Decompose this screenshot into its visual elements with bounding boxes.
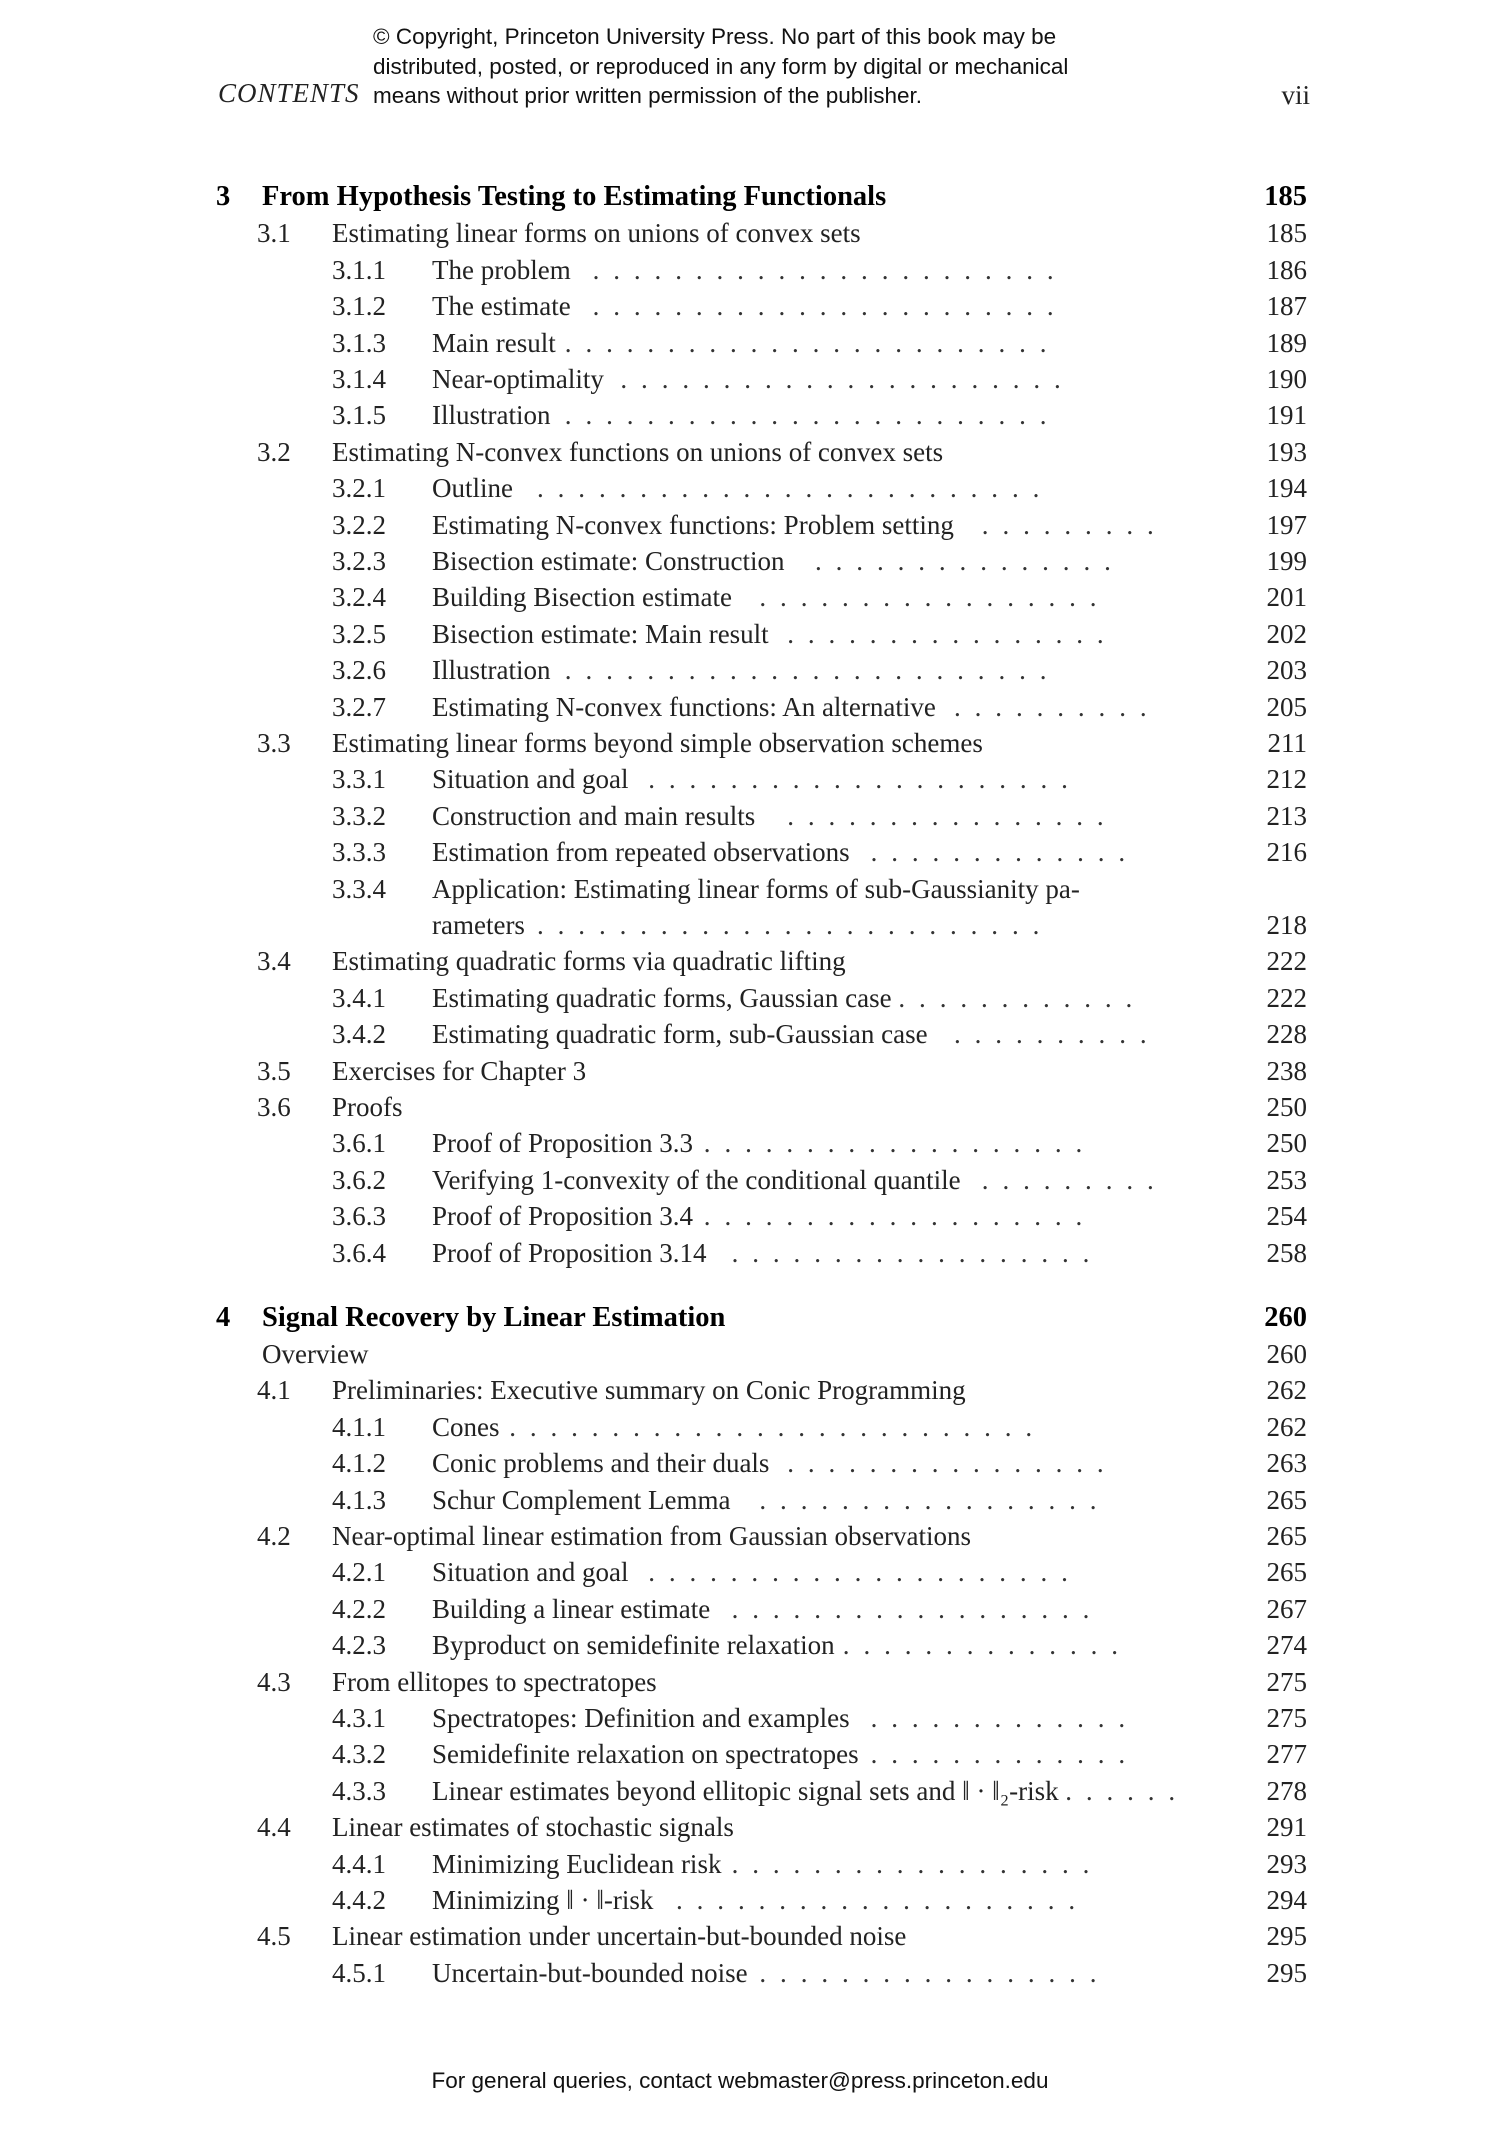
toc-entry-number: 3.1 [257,218,291,248]
dot-leader: ............... [815,546,1125,576]
toc-entry-number: 3.3.2 [332,801,386,831]
dot-leader: ............. [870,1739,1140,1769]
toc-entry-number: 3.4.2 [332,1019,386,1049]
toc-entry-number: 3.2 [257,437,291,467]
toc-entry-number: 4.1.2 [332,1448,386,1478]
toc-entry-title: Cones [432,1412,500,1442]
toc-entry-title: Situation and goal [432,764,629,794]
toc-entry-title: Byproduct on semidefinite relaxation [432,1630,835,1660]
toc-entry-subsection[interactable] [0,980,1500,1016]
toc-entry-subsection[interactable] [0,1627,1500,1663]
toc-entry-subsection[interactable] [0,1016,1500,1052]
toc-entry-title: The problem [432,255,571,285]
toc-entry-title: Near-optimality [432,364,604,394]
toc-entry-number: 4.4.2 [332,1885,386,1915]
dot-leader: ...................... [620,364,1075,394]
toc-entry-page: 258 [1266,1238,1307,1268]
toc-entry-subsection[interactable] [0,834,1500,870]
toc-entry-title: Building Bisection estimate [432,582,732,612]
toc-entry-page: 293 [1266,1849,1307,1879]
toc-entry-page: 267 [1266,1594,1307,1624]
footer-text: For general queries, contact webmaster@press.princeton.edu [431,2068,1049,2093]
toc-entry-title: Estimating N-convex functions on unions of convex sets [332,437,944,467]
toc-entry-title: Application: Estimating linear forms of sub-Gaussianity pa- [432,874,1080,904]
toc-entry-cont[interactable] [0,907,1500,943]
dot-leader: ........................ [564,328,1061,358]
dot-leader: ................... [703,1128,1097,1158]
dot-leader: ................ [787,801,1118,831]
toc-entry-number: 3.3.4 [332,874,386,904]
toc-entry-number: 4.1 [257,1375,291,1405]
toc-entry-title: Schur Complement Lemma [432,1485,731,1515]
copyright-notice [373,22,1193,111]
dot-leader: ............. [870,1703,1140,1733]
toc-entry-title: Signal Recovery by Linear Estimation [262,1302,726,1333]
toc-entry-subsection[interactable] [0,1955,1500,1991]
toc-entry-title: The estimate [432,291,571,321]
toc-entry-title: Estimating N-convex functions: Problem setting [432,510,954,540]
dot-leader: ....................... [592,291,1068,321]
toc-entry-page: 277 [1266,1739,1307,1769]
toc-entry-subsection[interactable] [0,1482,1500,1518]
dot-leader: ................. [759,1958,1111,1988]
toc-entry-title: Estimating quadratic forms via quadratic lifting [332,946,846,976]
toc-entry-page: 262 [1266,1375,1307,1405]
toc-entry-subsection[interactable] [0,1125,1500,1161]
toc-entry-number: 3 [216,181,231,212]
toc-entry-page: 187 [1266,291,1307,321]
toc-entry-title: Exercises for Chapter 3 [332,1056,587,1086]
toc-entry-page: 218 [1266,910,1307,940]
toc-entry-number: 3.6.4 [332,1238,386,1268]
dot-leader: ................ [787,619,1118,649]
toc-entry-title: Estimating quadratic form, sub-Gaussian case [432,1019,928,1049]
toc-entry-number: 3.3.1 [332,764,386,794]
toc-entry-section[interactable] [0,725,1500,761]
toc-entry-subsection[interactable] [0,325,1500,361]
toc-entry-title: Proof of Proposition 3.4 [432,1201,694,1231]
toc-entry-subsection[interactable] [0,1235,1500,1271]
toc-entry-page: 190 [1266,364,1307,394]
toc-entry-number: 4.2.2 [332,1594,386,1624]
toc-entry-subsection[interactable] [0,1882,1500,1918]
toc-entry-subsection[interactable] [0,1162,1500,1198]
toc-entry-page: 186 [1266,255,1307,285]
dot-leader: ................. [759,1485,1111,1515]
toc-entry-title: Preliminaries: Executive summary on Conic Programming [332,1375,966,1405]
toc-entry-subsection[interactable] [0,288,1500,324]
toc-entry-page: 194 [1266,473,1307,503]
toc-entry-number: 3.2.3 [332,546,386,576]
dot-leader: .................. [731,1594,1104,1624]
toc-entry-page: 212 [1266,764,1307,794]
toc-entry-title: Estimating linear forms beyond simple observation schemes [332,728,983,758]
toc-entry-number: 4.2 [257,1521,291,1551]
toc-entry-page: 199 [1266,546,1307,576]
toc-entry-page: 189 [1266,328,1307,358]
toc-entry-chapter[interactable] [0,179,1500,215]
toc-entry-number: 4.5.1 [332,1958,386,1988]
toc-entry-subsection[interactable] [0,397,1500,433]
toc-entry-subsection[interactable] [0,507,1500,543]
toc-entry-subsection[interactable] [0,1736,1500,1772]
running-head: CONTENTS [218,78,360,108]
toc-entry-page: 250 [1266,1128,1307,1158]
toc-entry-plain[interactable] [0,1336,1500,1372]
copyright-line: means without prior written permission of the publisher. [373,83,923,108]
toc-entry-number: 4.4.1 [332,1849,386,1879]
toc-entry-title: Linear estimation under uncertain-but-bounded noise [332,1921,907,1951]
toc-entry-subsection[interactable] [0,761,1500,797]
toc-entry-page: 291 [1266,1812,1307,1842]
dot-leader: .......... [954,1019,1161,1049]
toc-entry-number: 4.3.1 [332,1703,386,1733]
toc-entry-number: 4 [216,1302,231,1333]
toc-entry-page: 185 [1266,218,1307,248]
toc-entry-number: 3.1.5 [332,400,386,430]
toc-entry-title: Verifying 1-convexity of the conditional quantile [432,1165,961,1195]
toc-entry-page: 193 [1266,437,1307,467]
dot-leader: .............. [842,1630,1132,1660]
toc-entry-title: Estimating linear forms on unions of convex sets [332,218,861,248]
toc-entry-page: 275 [1266,1667,1307,1697]
toc-entry-number: 3.6.1 [332,1128,386,1158]
toc-entry-subsection[interactable] [0,470,1500,506]
toc-entry-page: 265 [1266,1557,1307,1587]
toc-entry-page: 228 [1266,1019,1307,1049]
toc-entry-title: Building a linear estimate [432,1594,711,1624]
toc-entry-subsection[interactable] [0,1846,1500,1882]
dot-leader: ............ [898,983,1147,1013]
toc-entry-number: 4.1.3 [332,1485,386,1515]
toc-entry-page: 274 [1266,1630,1307,1660]
toc-entry-subsection[interactable] [0,1554,1500,1590]
toc-entry-page: 201 [1266,582,1307,612]
toc-entry-title: Linear estimates beyond ellitopic signal sets and ‖ · ‖₂-risk [432,1776,1059,1806]
toc-entry-number: 3.4 [257,946,291,976]
dot-leader: ..................... [648,1557,1082,1587]
toc-entry-subsection[interactable] [0,1773,1500,1809]
toc-entry-subsection[interactable] [0,689,1500,725]
toc-entry-subsection[interactable] [0,798,1500,834]
toc-entry-page: 260 [1264,1302,1307,1333]
dot-leader: ............. [870,837,1140,867]
toc-entry-page: 216 [1266,837,1307,867]
toc-entry-title: From Hypothesis Testing to Estimating Functionals [262,181,887,212]
toc-entry-page: 191 [1266,400,1307,430]
toc-entry-number: 3.2.1 [332,473,386,503]
toc-entry-title: Illustration [432,655,551,685]
toc-entry-section[interactable] [0,1918,1500,1954]
dot-leader: .................. [731,1238,1104,1268]
toc-entry-page: 222 [1266,983,1307,1013]
toc-entry-title: Construction and main results [432,801,756,831]
toc-entry-number: 4.3.3 [332,1776,386,1806]
toc-entry-number: 4.4 [257,1812,291,1842]
copyright-line: distributed, posted, or reproduced in any form by digital or mechanical [373,53,1069,79]
toc-entry-title: Proof of Proposition 3.3 [432,1128,694,1158]
toc-entry-page: 295 [1266,1921,1307,1951]
dot-leader: .................... [676,1885,1089,1915]
toc-entry-subsection[interactable] [0,1198,1500,1234]
toc-entry-title: Uncertain-but-bounded noise [432,1958,748,1988]
toc-entry-page: 275 [1266,1703,1307,1733]
dot-leader: ................. [759,582,1111,612]
toc-entry-subsection[interactable] [0,652,1500,688]
toc-entry-title: rameters [432,910,525,940]
toc-entry-number: 4.1.1 [332,1412,386,1442]
toc-entry-title: Bisection estimate: Construction [432,546,785,576]
toc-entry-subsection[interactable] [0,1591,1500,1627]
toc-entry-number: 4.2.1 [332,1557,386,1587]
toc-entry-subsection[interactable] [0,1700,1500,1736]
toc-entry-page: 205 [1266,692,1307,722]
toc-entry-title: Linear estimates of stochastic signals [332,1812,734,1842]
toc-entry-page: 222 [1266,946,1307,976]
toc-entry-section[interactable] [0,943,1500,979]
dot-leader: ......... [981,510,1168,540]
toc-entry-number: 4.5 [257,1921,291,1951]
toc-entry-number: 3.1.2 [332,291,386,321]
dot-leader: ....................... [592,255,1068,285]
toc-entry-number: 4.3.2 [332,1739,386,1769]
toc-entry-section[interactable] [0,1518,1500,1554]
dot-leader: ......................... [537,473,1054,503]
toc-entry-number: 3.1.3 [332,328,386,358]
toc-entry-title: Situation and goal [432,1557,629,1587]
toc-entry-section[interactable] [0,434,1500,470]
footer [0,2068,1500,2094]
toc-entry-number: 3.4.1 [332,983,386,1013]
dot-leader: ........................ [564,400,1061,430]
toc-entry-number: 3.2.4 [332,582,386,612]
toc-entry-section[interactable] [0,1372,1500,1408]
toc-entry-title: Semidefinite relaxation on spectratopes [432,1739,859,1769]
toc-entry-page: 197 [1266,510,1307,540]
toc-entry-title: Proof of Proposition 3.14 [432,1238,707,1268]
dot-leader: .................. [731,1849,1104,1879]
toc-entry-section[interactable] [0,1053,1500,1089]
toc-entry-page: 238 [1266,1056,1307,1086]
toc-entry-title: Overview [262,1339,369,1369]
toc-entry-number: 3.3 [257,728,291,758]
toc-entry-page: 263 [1266,1448,1307,1478]
toc-entry-subsection[interactable] [0,616,1500,652]
toc-entry-title: Minimizing ‖ · ‖-risk [432,1885,654,1915]
toc-entry-number: 3.2.2 [332,510,386,540]
toc-entry-subsection[interactable] [0,252,1500,288]
toc-entry-subsection[interactable] [0,543,1500,579]
dot-leader: ......... [981,1165,1168,1195]
toc-entry-title: Estimating N-convex functions: An alternative [432,692,936,722]
toc-entry-page: 213 [1266,801,1307,831]
dot-leader: .......... [954,692,1161,722]
dot-leader: ................... [703,1201,1097,1231]
toc-entry-number: 3.2.6 [332,655,386,685]
toc-entry-number: 3.5 [257,1056,291,1086]
toc-entry-title: Near-optimal linear estimation from Gaussian observations [332,1521,972,1551]
toc-entry-title: Minimizing Euclidean risk [432,1849,722,1879]
dot-leader: ......................... [537,910,1054,940]
toc-entry-page: 185 [1264,181,1307,212]
toc-entry-page: 265 [1266,1521,1307,1551]
toc-entry-number: 3.2.7 [332,692,386,722]
toc-entry-page: 211 [1267,728,1307,758]
toc-entry-section[interactable] [0,215,1500,251]
toc-entry-page: 294 [1266,1885,1307,1915]
toc-entry-page: 260 [1266,1339,1307,1369]
toc-entry-title: Spectratopes: Definition and examples [432,1703,850,1733]
toc-entry-title: Main result [432,328,556,358]
toc-entry-number: 3.1.1 [332,255,386,285]
toc-entry-subsection[interactable] [0,1409,1500,1445]
toc-entry-number: 4.2.3 [332,1630,386,1660]
dot-leader: ........................ [564,655,1061,685]
toc-entry-title: Bisection estimate: Main result [432,619,769,649]
toc-entry-page: 202 [1266,619,1307,649]
toc-entry-section[interactable] [0,1809,1500,1845]
toc-entry-page: 278 [1266,1776,1307,1806]
toc-entry-number: 3.1.4 [332,364,386,394]
toc-entry-number: 3.3.3 [332,837,386,867]
toc-entry-title: Illustration [432,400,551,430]
toc-entry-subsection[interactable] [0,871,1500,907]
toc-entry-page: 250 [1266,1092,1307,1122]
toc-entry-number: 3.6 [257,1092,291,1122]
toc-entry-title: Proofs [332,1092,403,1122]
toc-entry-page: 254 [1266,1201,1307,1231]
toc-entry-subsection[interactable] [0,361,1500,397]
toc-entry-page: 262 [1266,1412,1307,1442]
toc-entry-number: 3.6.3 [332,1201,386,1231]
dot-leader: .......................... [509,1412,1047,1442]
toc-entry-section[interactable] [0,1089,1500,1125]
toc-entry-number: 4.3 [257,1667,291,1697]
toc-entry-title: From ellitopes to spectratopes [332,1667,657,1697]
toc-entry-title: Outline [432,473,513,503]
dot-leader: ..................... [648,764,1082,794]
copyright-line: © Copyright, Princeton University Press. No part of this book may be [373,24,1057,49]
toc-entry-section[interactable] [0,1664,1500,1700]
toc-entry-subsection[interactable] [0,579,1500,615]
toc-entry-title: Conic problems and their duals [432,1448,770,1478]
toc-entry-page: 295 [1266,1958,1307,1988]
toc-entry-page: 265 [1266,1485,1307,1515]
toc-entry-page: 203 [1266,655,1307,685]
toc-entry-subsection[interactable] [0,1445,1500,1481]
toc-entry-chapter[interactable] [0,1300,1500,1336]
toc-entry-number: 3.2.5 [332,619,386,649]
toc-entry-number: 3.6.2 [332,1165,386,1195]
toc-entry-page: 253 [1266,1165,1307,1195]
dot-leader: ................ [787,1448,1118,1478]
page-number: vii [1281,80,1310,110]
dot-leader: ...... [1065,1776,1190,1806]
toc-entry-title: Estimating quadratic forms, Gaussian case [432,983,892,1013]
toc-entry-title: Estimation from repeated observations [432,837,850,867]
